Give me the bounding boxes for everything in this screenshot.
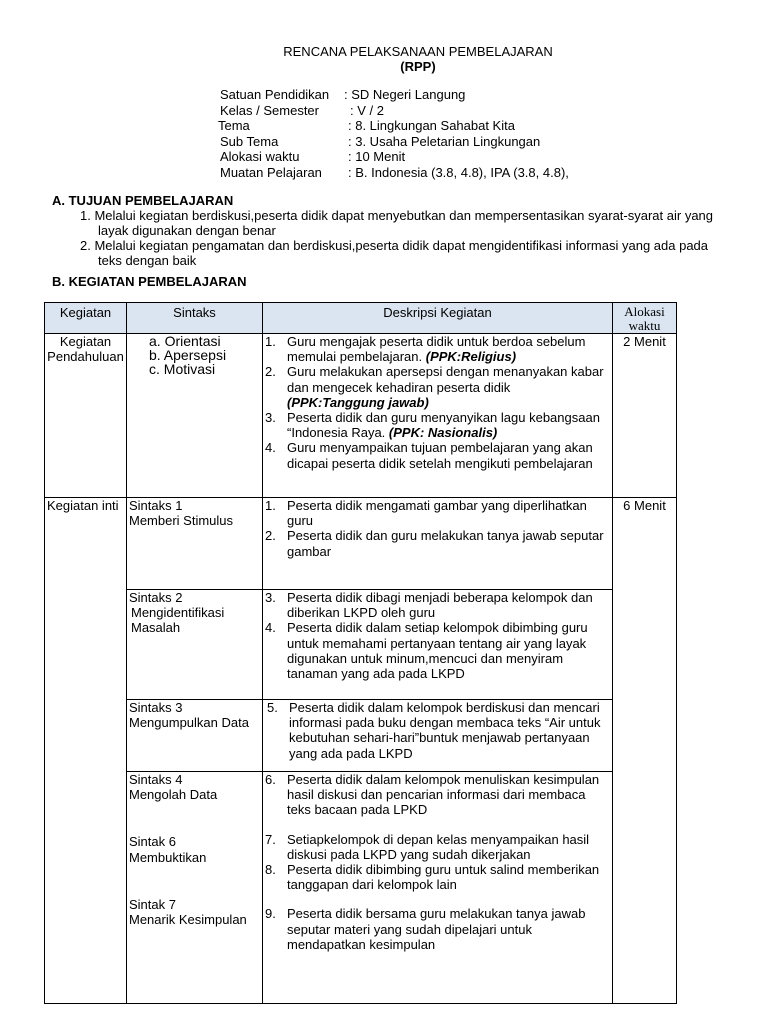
meta-row [220,103,569,119]
kegiatan-cell: Kegiatan inti [45,498,127,1004]
item-text: Guru melakukan apersepsi dengan menanyakan kabar dan mengecek kehadiran peserta didik [287,364,604,395]
list-item [265,498,610,528]
section-b-heading: B. KEGIATAN PEMBELAJARAN [52,274,247,289]
alokasi-cell: 6 Menit [613,498,677,1004]
meta-value: : 10 Menit [348,149,406,164]
item-text: Peserta didik bersama guru melakukan tanya jawab seputar materi yang sudah dipelajari untuk mendapatkan kesimpulan [287,906,586,952]
item-text: Guru mengajak peserta didik untuk berdoa sebelum memulai pembelajaran. [287,334,586,365]
sintaks-label: Sintaks 3 [129,700,183,715]
item-number: 1. [265,334,276,349]
item-text: Peserta didik dan guru menyanyikan lagu kebangsaan “Indonesia Raya. [287,410,600,441]
item-number: 7. [265,831,276,847]
item-number: 9. [265,906,276,922]
sintaks-item: b. Apersepsi [149,347,227,363]
list-item [265,528,610,558]
item-number: 3. [265,410,276,426]
sintaks-name: Mengidentifikasi [131,605,225,621]
meta-value: : B. Indonesia (3.8, 4.8), IPA (3.8, 4.8), [348,164,569,180]
deskripsi-cell [263,772,613,1004]
sintaks-name: Menarik Kesimpulan [129,912,247,928]
header-alokasi: Alokasi waktu [613,303,677,334]
sintaks-label: Sintak 7 [129,896,176,912]
kegiatan-cell: Kegiatan Pendahuluan [45,334,127,498]
header-sintaks: Sintaks [127,303,263,334]
meta-label: Muatan Pelajaran [220,164,322,180]
table-row [45,590,677,700]
item-number: 2. [265,364,276,380]
item-text: Peserta didik dalam kelompok menuliskan kesimpulan hasil diskusi dan pencarian informasi dari membaca teks bacaan pada LPKD [287,772,600,818]
item-text: Peserta didik mengamati gambar yang diperlihatkan guru [287,498,587,529]
meta-value: : 8. Lingkungan Sahabat Kita [348,118,515,133]
item-number: 4. [265,440,276,456]
item-number: 4. [265,620,276,636]
section-a-heading: A. TUJUAN PEMBELAJARAN [52,193,234,208]
meta-row [220,87,569,103]
ppk-label: (PPK: Nasionalis) [388,425,498,441]
item-number: 1. [265,498,276,513]
sintaks-name: Mengolah Data [129,787,218,803]
ppk-label: (PPK:Tanggung jawab) [287,394,429,410]
meta-label: Sub Tema [220,133,279,149]
objective-item: 1. Melalui kegiatan berdiskusi,peserta didik dapat menyebutkan dan mempersentasikan syarat-syarat air yang layak digunakan dengan benar [80,208,714,238]
meta-label: Satuan Pendidikan [220,87,330,102]
objectives-list [80,208,720,268]
table-row [45,772,677,1004]
deskripsi-cell [263,700,613,772]
meta-row [220,149,569,165]
document-subtitle: (RPP) [400,59,436,74]
table-header-row [45,303,677,334]
list-item [265,832,610,862]
deskripsi-cell [263,334,613,498]
meta-label: Alokasi waktu [220,149,300,164]
alokasi-cell: 2 Menit [613,334,677,498]
item-text: Setiapkelompok di depan kelas menyampaikan hasil diskusi pada LKPD yang sudah dikerjakan [287,831,590,862]
activity-table [44,302,677,1004]
table-row [45,334,677,498]
list-item [265,906,610,952]
document-title: RENCANA PELAKSANAAN PEMBELAJARAN [283,44,553,59]
identity-block [220,87,569,180]
list-item [265,700,610,761]
sintaks-cell [127,700,263,772]
list-item [265,364,610,410]
list-item [265,590,610,620]
list-item [265,772,610,818]
item-text: Peserta didik dalam setiap kelompok dibimbing guru untuk memahami pertanyaan tentang air yang layak digunakan untuk minum,mencuci dan menyiram tanaman yang ada pada LKPD [287,620,588,682]
table-row [45,498,677,590]
header-kegiatan: Kegiatan [45,303,127,334]
meta-label: Tema [218,118,250,133]
table-row [45,700,677,772]
item-text: Peserta didik dalam kelompok berdiskusi dan mencari informasi pada buku dengan membaca teks “Air untuk kebutuhan sehari-hari”buntuk menjawab pertanyaan yang ada pada LKPD [289,700,601,761]
deskripsi-cell [263,590,613,700]
sintaks-name: Masalah [131,620,181,636]
sintaks-cell [127,334,263,498]
item-text: Guru menyampaikan tujuan pembelajaran yang akan dicapai peserta didik setelah mengikuti pembelajaran [287,440,593,471]
item-number: 8. [265,862,276,878]
sintaks-name: Memberi Stimulus [129,513,234,529]
meta-value: : 3. Usaha Peletarian Lingkungan [348,133,541,149]
sintaks-cell [127,498,263,590]
list-item [265,440,610,470]
sintaks-label: Sintaks 1 [129,498,183,513]
meta-row [220,134,569,150]
list-item [265,410,610,440]
sintaks-name: Mengumpulkan Data [129,715,249,731]
deskripsi-cell [263,498,613,590]
meta-label: Kelas / Semester [220,102,319,118]
item-number: 6. [265,772,276,787]
sintaks-cell [127,772,263,1004]
meta-value: : V / 2 [350,102,384,118]
list-item [265,620,610,681]
sintaks-cell [127,590,263,700]
item-number: 5. [267,700,278,715]
meta-row [220,165,569,181]
item-text: Peserta didik dibagi menjadi beberapa kelompok dan diberikan LKPD oleh guru [287,590,593,621]
meta-value: : SD Negeri Langung [344,87,466,102]
ppk-label: (PPK:Religius) [425,349,517,365]
meta-row [218,118,569,134]
item-text: Peserta didik dibimbing guru untuk salind memberikan tanggapan dari kelompok lain [287,862,600,893]
header-deskripsi: Deskripsi Kegiatan [263,303,613,334]
sintaks-label: Sintak 6 [129,834,176,850]
item-text: Peserta didik dan guru melakukan tanya jawab seputar gambar [287,528,604,559]
item-number: 3. [265,590,276,605]
sintaks-item: c. Motivasi [149,361,216,377]
sintaks-name: Membuktikan [129,849,207,865]
sintaks-label: Sintaks 4 [129,772,183,787]
list-item [265,862,610,892]
objective-item: 2. Melalui kegiatan pengamatan dan berdiskusi,peserta didik dapat mengidentifikasi informasi yang ada pada teks dengan baik [80,238,709,268]
item-number: 2. [265,528,276,544]
sintaks-label: Sintaks 2 [129,590,183,605]
list-item [265,334,610,364]
sintaks-item: a. Orientasi [149,333,221,349]
